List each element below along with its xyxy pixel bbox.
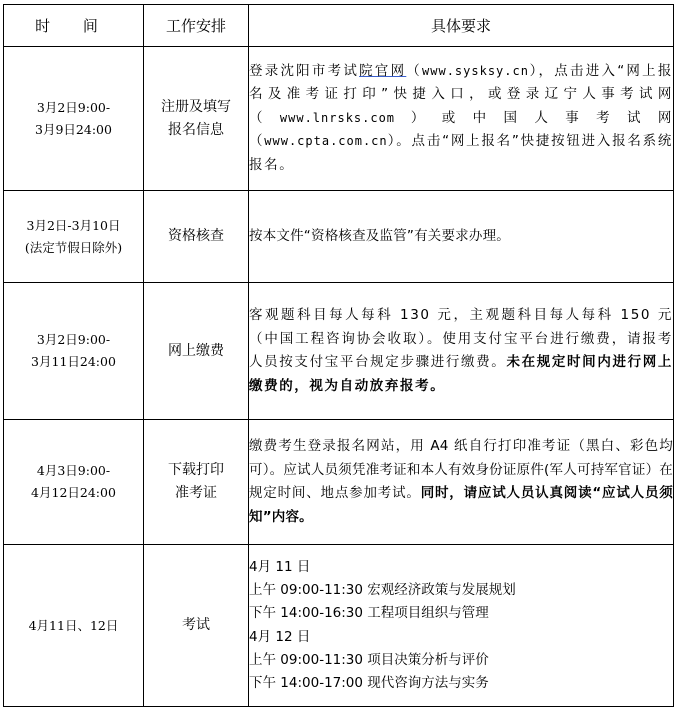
- requirements-cell: [249, 420, 674, 545]
- task-line: 网上缴费: [168, 342, 224, 359]
- requirements-cell: [249, 283, 674, 420]
- task-cell: [144, 191, 249, 283]
- exam-session: 下午 14:00-17:00 现代咨询方法与实务: [249, 675, 489, 692]
- time-cell: [4, 420, 144, 545]
- time-line: 3月2日9:00-: [36, 332, 111, 347]
- official-site-link[interactable]: 院官网: [359, 62, 407, 79]
- req-text: ），点击进入“网上报名及准考证打印”快捷入口，或登录辽宁人事考试网（: [249, 62, 673, 126]
- req-text: ）。点击“网上报名”快捷按钮进入报名系统报名。: [249, 133, 673, 173]
- task-line: 注册及填写: [161, 98, 231, 115]
- requirements-cell: [249, 47, 674, 191]
- req-warning-text: 未在规定时间内进行网上缴费的，视为自动放弃报考。: [249, 354, 673, 394]
- time-line: 4月12日24:00: [31, 485, 116, 500]
- task-line: 考试: [182, 617, 210, 633]
- time-line: 3月11日24:00: [31, 354, 116, 369]
- time-line: 3月2日-3月10日: [26, 217, 121, 233]
- table-row-qualification-check: [4, 191, 674, 283]
- header-time: 时 间: [4, 5, 144, 47]
- table-row-payment: [4, 283, 674, 420]
- time-line: 3月9日24:00: [35, 121, 112, 137]
- task-line: 资格核查: [168, 228, 224, 244]
- time-cell: [4, 283, 144, 420]
- url-lnrsks[interactable]: www.lnrsks.com: [279, 110, 396, 125]
- table-row-admission-ticket: [4, 420, 674, 545]
- time-line: 4月3日9:00-: [36, 463, 111, 478]
- req-text: （: [406, 62, 423, 79]
- task-cell: [144, 420, 249, 545]
- time-line: 4月11日、12日: [28, 617, 119, 633]
- task-line: 准考证: [175, 485, 217, 501]
- req-text: ）或中国人事考试网（: [249, 109, 673, 150]
- table-row-registration: [4, 47, 674, 191]
- req-text: 按本文件“资格核查及监管”有关要求办理。: [249, 227, 510, 244]
- req-text: 登录沈阳市考试: [249, 62, 360, 79]
- exam-session: 上午 09:00-11:30 项目决策分析与评价: [249, 651, 489, 668]
- url-sysksy[interactable]: www.sysksy.cn: [422, 63, 529, 78]
- req-notice-text: 同时，请应试人员认真阅读“应试人员须知”内容。: [249, 485, 673, 525]
- time-cell: [4, 545, 144, 707]
- table-row-exam: [4, 545, 674, 707]
- requirements-cell: [249, 191, 674, 283]
- exam-schedule-table: [3, 4, 674, 707]
- header-row: [4, 5, 674, 47]
- task-line: 下载打印: [168, 462, 224, 478]
- header-requirements: 具体要求: [249, 5, 674, 47]
- exam-session: 下午 14:00-16:30 工程项目组织与管理: [249, 605, 489, 622]
- task-cell: [144, 47, 249, 191]
- task-line: 报名信息: [168, 121, 224, 138]
- exam-session: 上午 09:00-11:30 宏观经济政策与发展规划: [249, 581, 516, 598]
- exam-date: 4月 12 日: [249, 628, 311, 645]
- header-task: 工作安排: [144, 5, 249, 47]
- time-line: 3月2日9:00-: [36, 99, 111, 115]
- time-cell: [4, 47, 144, 191]
- task-cell: [144, 283, 249, 420]
- time-line: (法定节假日除外): [24, 239, 123, 255]
- req-text: 客观题科目每人每科 130 元，主观题科目每人每科 150 元（中国工程咨询协会收取）。使用支付宝平台进行缴费，请报考人员按支付宝平台规定步骤进行缴费。: [249, 307, 673, 370]
- req-text: 缴费考生登录报名网站，用 A4 纸自行打印准考证（黑白、彩色均可）。应试人员须凭准考证和本人有效身份证原件(军人可持军官证）在规定时间、地点参加考试。: [249, 438, 673, 501]
- exam-date: 4月 11 日: [249, 558, 311, 575]
- requirements-cell: [249, 545, 674, 707]
- task-cell: [144, 545, 249, 707]
- url-cpta[interactable]: www.cpta.com.cn: [264, 134, 388, 149]
- time-cell: [4, 191, 144, 283]
